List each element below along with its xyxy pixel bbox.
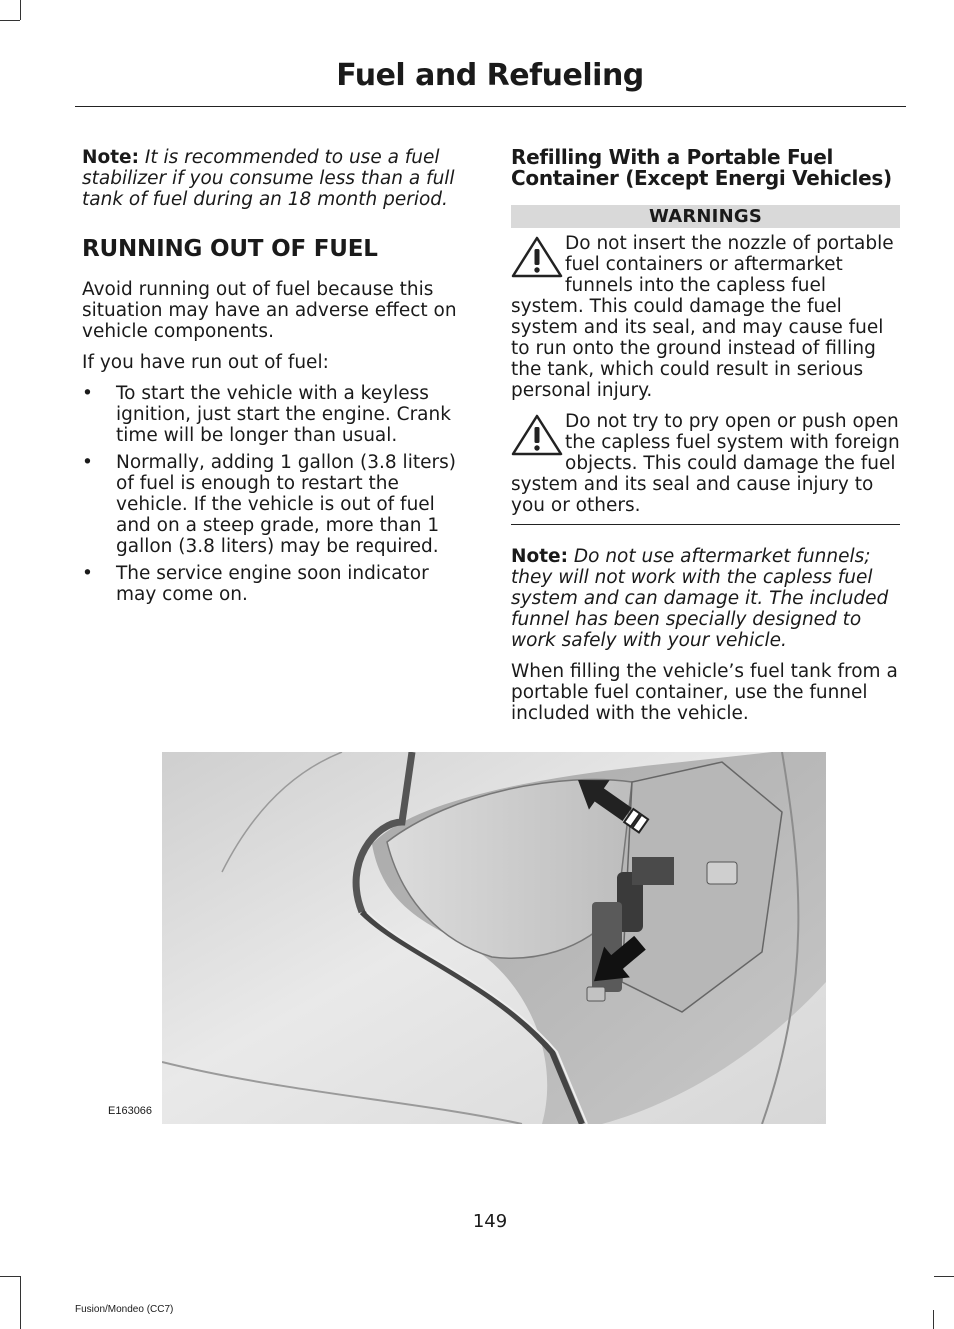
note-paragraph <box>511 546 900 651</box>
list-item <box>82 383 474 446</box>
warning-triangle-icon <box>511 413 563 457</box>
page-number: 149 <box>472 1211 508 1232</box>
intro-paragraph: Avoid running out of fuel because this situation may have an adverse effect on vehicle components. <box>82 279 457 342</box>
page-title: Fuel and Refueling <box>336 58 644 93</box>
crop-mark <box>933 1310 934 1329</box>
title-divider <box>75 106 906 107</box>
fuel-door-illustration <box>162 752 826 1124</box>
run-out-paragraph: If you have run out of fuel: <box>82 352 329 373</box>
note-label: Note: <box>511 546 568 567</box>
crop-mark <box>0 1276 20 1277</box>
warnings-divider <box>511 524 900 525</box>
crop-mark <box>20 1276 21 1329</box>
left-column <box>82 147 474 605</box>
warnings-header: WARNINGS <box>511 205 900 228</box>
figure-code: E163066 <box>108 1105 153 1117</box>
footer-model: Fusion/Mondeo (CC7) <box>75 1304 174 1315</box>
warning-triangle-icon <box>511 235 563 279</box>
note-text: It is recommended to use a fuel stabilizer if you consume less than a full tank of fuel during an 18 month period. <box>82 147 455 210</box>
note-label: Note: <box>82 147 139 168</box>
bullet: • <box>82 563 93 584</box>
bullet: • <box>82 383 93 404</box>
list-item <box>82 452 474 557</box>
list-item-text: The service engine soon indicator may come on. <box>116 563 429 605</box>
crop-mark <box>20 0 21 20</box>
crop-mark <box>0 20 20 21</box>
warning-text: Do not try to pry open or push open the capless fuel system with foreign objects. This could damage the fuel system and its seal and cause injury to you or others. <box>511 411 900 516</box>
list-item <box>82 563 474 605</box>
crop-mark <box>934 1276 954 1277</box>
warning-block <box>511 411 900 516</box>
warning-block <box>511 233 900 401</box>
list-item-text: To start the vehicle with a keyless ignition, just start the engine. Crank time will be longer than usual. <box>116 383 451 446</box>
warning-text: Do not insert the nozzle of portable fuel containers or aftermarket funnels into the capless fuel system. This could damage the fuel system and its seal, and may cause fuel to run onto the ground instead of filling the tank, which could result in serious personal injury. <box>511 233 894 401</box>
list-item-text: Normally, adding 1 gallon (3.8 liters) of fuel is enough to restart the vehicle. If the vehicle is out of fuel and on a steep grade, more than 1 gallon (3.8 liters) may be required. <box>116 452 456 557</box>
note-paragraph <box>82 147 474 210</box>
section-heading: RUNNING OUT OF FUEL <box>82 236 378 262</box>
bullet: • <box>82 452 93 473</box>
note-text: Do not use aftermarket funnels; they will not work with the capless fuel system and can damage it. The included funnel has been specially designed to work safely with your vehicle. <box>511 546 889 651</box>
subsection-heading: Refilling With a Portable Fuel Container (Except Energi Vehicles) <box>511 145 892 190</box>
capless-fuel-system-image <box>162 752 826 1124</box>
filling-paragraph: When filling the vehicle’s fuel tank from a portable fuel container, use the funnel included with the vehicle. <box>511 661 898 724</box>
right-column <box>511 147 900 724</box>
